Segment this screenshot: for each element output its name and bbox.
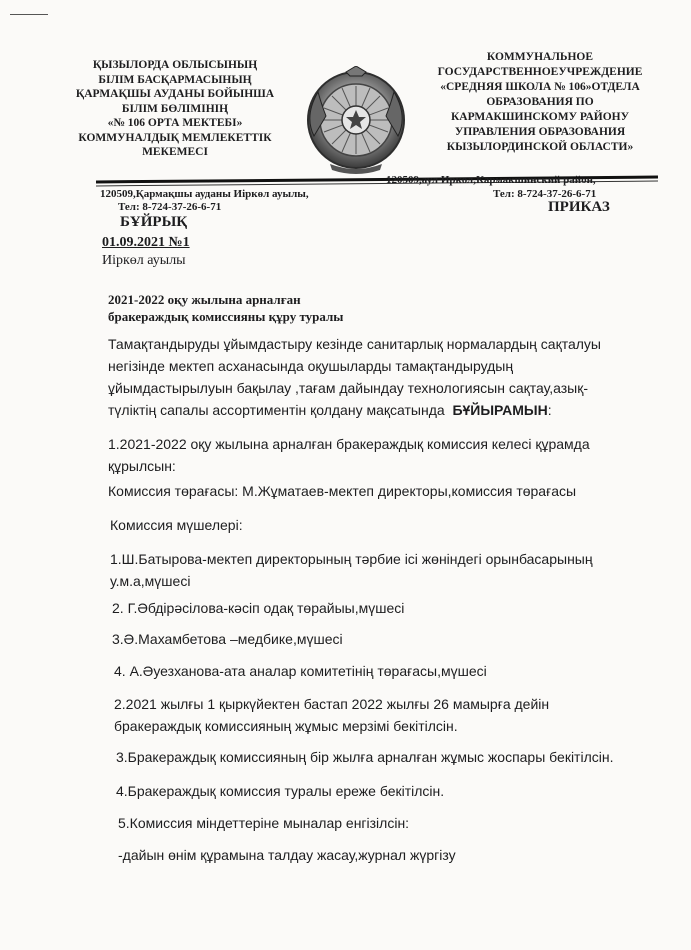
intro-line: Тамақтандыруды ұйымдастыру кезінде санитарлық нормалардың сақталуы [108,336,601,352]
subject-line: 2021-2022 оқу жылына арналған [108,292,301,307]
commission-chair: Комиссия төрағасы: М.Жұматаев-мектеп директоры,комиссия төрағасы [108,483,577,499]
phone-left: Тел: 8-724-37-26-6-71 [118,201,222,213]
right-org-line: ГОСУДАРСТВЕННОЕУЧРЕЖДЕНИЕ [437,66,643,78]
paragraph-5-item-1: -дайын өнім құрамына талдау жасау,журнал жүргізу [118,847,456,863]
left-org-line: МЕКЕМЕСІ [142,146,208,158]
right-org-line: ОБРАЗОВАНИЯ ПО [486,96,594,108]
left-org-line: «№ 106 ОРТА МЕКТЕБІ» [107,117,243,129]
right-org-line: КОММУНАЛЬНОЕ [486,51,594,63]
right-org-line: КАРМАКШИНСКОМУ РАЙОНУ [450,111,630,123]
member-3: 3.Ә.Махамбетова –медбике,мүшесі [112,631,343,647]
intro-line: түліктің сапалы ассортиментін қолдану мақсатында [108,402,445,418]
paragraph-5: 5.Комиссия міндеттеріне мыналар енгізілсін: [118,815,410,831]
doc-type-ru: ПРИКАЗ [548,199,610,215]
scan-mark [10,14,48,15]
subject-line: бракераждық комиссияны құру туралы [108,309,344,324]
left-org-line: КОММУНАЛДЫҚ МЕМЛЕКЕТТІК [78,131,272,144]
address-right: 120509,аул Иркол,Кармакшинский район, [386,174,596,186]
paragraph-2: 2.2021 жылғы 1 қыркүйектен бастап 2022 жылғы 26 мамырға дейін [114,696,550,712]
doc-date-number: 01.09.2021 №1 [102,235,190,250]
intro-line: ұйымдастырылуын бақылау ,тағам дайындау технологиясын сақтау,азық- [108,380,589,396]
left-org-line: ҚЫЗЫЛОРДА ОБЛЫСЫНЫҢ [92,59,258,71]
state-emblem-icon [300,66,412,176]
phone-right: Тел: 8-724-37-26-6-71 [493,188,597,200]
address-left: 120509,Қармақшы ауданы Иіркөл ауылы, [100,188,309,200]
paragraph-2-cont: бракераждық комиссияның жұмыс мерзімі бекітілсін. [114,718,458,734]
doc-place: Иіркөл ауылы [102,253,186,268]
paragraph-4: 4.Бракераждық комиссия туралы ереже бекітілсін. [116,783,445,799]
intro-line-order [108,399,552,421]
members-title: Комиссия мүшелері: [110,517,243,533]
right-org-line: УПРАВЛЕНИЯ ОБРАЗОВАНИЯ [454,126,626,138]
left-org-line: БІЛІМ БАСҚАРМАСЫНЫҢ [98,73,252,86]
right-org-line: «СРЕДНЯЯ ШКОЛА № 106»ОТДЕЛА [440,81,640,93]
left-org-line: ҚАРМАҚШЫ АУДАНЫ БОЙЫНША [75,88,275,100]
paragraph-1: 1.2021-2022 оқу жылына арналған бракераждық комиссия келесі құрамда [108,436,590,452]
doc-type-kz: БҰЙРЫҚ [120,214,188,230]
right-org-line: КЫЗЫЛОРДИНСКОЙ ОБЛАСТИ» [446,141,634,153]
member-4: 4. А.Әуезханова-ата аналар комитетінің төрағасы,мүшесі [114,663,487,679]
member-2: 2. Г.Әбдірәсілова-кәсіп одақ төрайыы,мүшесі [112,600,405,616]
doc-subject [108,291,343,325]
order-word: БҰЙЫРАМЫН [452,402,548,418]
order-colon: : [547,402,552,418]
member-1-cont: у.м.а,мүшесі [110,573,191,589]
header-right-org [420,50,660,155]
paragraph-1-cont: құрылсын: [108,458,176,474]
left-org-line: БІЛІМ БӨЛІМІНІҢ [121,102,229,115]
paragraph-3: 3.Бракераждық комиссияның бір жылға арналған жұмыс жоспары бекітілсін. [116,749,614,765]
member-1: 1.Ш.Батырова-мектеп директорының тәрбие ісі жөніндегі орынбасарының [110,551,593,567]
header-left-org [60,58,290,160]
intro-line: негізінде мектеп асханасында оқушыларды тамақтандырудың [108,358,514,374]
